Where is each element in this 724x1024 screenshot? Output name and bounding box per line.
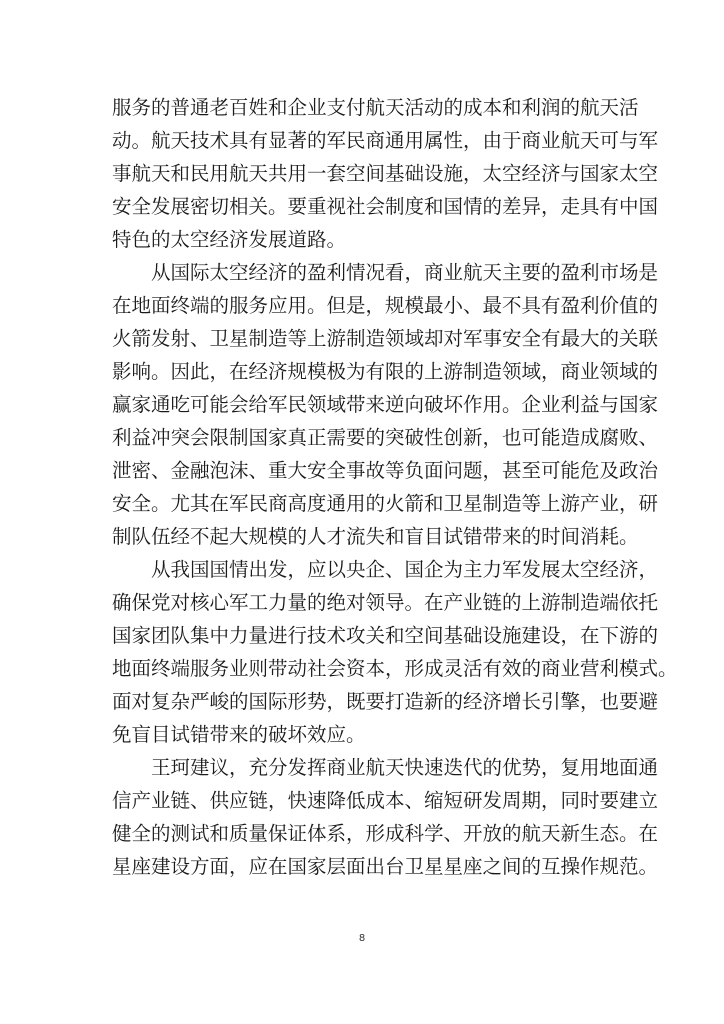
text-line: 泄密、金融泡沫、重大安全事故等负面问题，甚至可能危及政治 [112, 459, 659, 482]
text-line: 信产业链、供应链，快速降低成本、缩短研发周期，同时要建立 [112, 789, 659, 812]
text-line: 安全发展密切相关。要重视社会制度和国情的差异，走具有中国 [112, 195, 659, 218]
text-line: 从国际太空经济的盈利情况看，商业航天主要的盈利市场是 [151, 261, 659, 284]
text-line: 影响。因此，在经济规模极为有限的上游制造领域，商业领域的 [112, 360, 659, 383]
text-line: 事航天和民用航天共用一套空间基础设施，太空经济与国家太空 [112, 162, 659, 185]
text-line: 星座建设方面，应在国家层面出台卫星星座之间的互操作规范。 [112, 855, 659, 878]
text-line: 特色的太空经济发展道路。 [112, 228, 347, 251]
text-line: 制队伍经不起大规模的人才流失和盲目试错带来的时间消耗。 [112, 525, 639, 548]
text-line: 赢家通吃可能会给军民领域带来逆向破坏作用。企业利益与国家 [112, 393, 659, 416]
text-line: 国家团队集中力量进行技术攻关和空间基础设施建设，在下游的 [112, 624, 659, 647]
text-line: 确保党对核心军工力量的绝对领导。在产业链的上游制造端依托 [112, 591, 659, 614]
text-line: 面对复杂严峻的国际形势，既要打造新的经济增长引擎，也要避 [112, 690, 659, 713]
body-text [112, 91, 678, 883]
page-number: 8 [358, 933, 366, 944]
text-line: 火箭发射、卫星制造等上游制造领域却对军事安全有最大的关联 [112, 327, 659, 350]
text-line: 健全的测试和质量保证体系，形成科学、开放的航天新生态。在 [112, 822, 659, 845]
text-line: 动。航天技术具有显著的军民商通用属性，由于商业航天可与军 [112, 129, 659, 152]
text-line: 从我国国情出发，应以央企、国企为主力军发展太空经济， [151, 558, 659, 581]
text-line: 在地面终端的服务应用。但是，规模最小、最不具有盈利价值的 [112, 294, 659, 317]
text-line: 免盲目试错带来的破坏效应。 [112, 723, 366, 746]
text-line: 安全。尤其在军民商高度通用的火箭和卫星制造等上游产业，研 [112, 492, 659, 515]
text-line: 服务的普通老百姓和企业支付航天活动的成本和利润的航天活 [112, 96, 639, 119]
text-line: 利益冲突会限制国家真正需要的突破性创新，也可能造成腐败、 [112, 426, 659, 449]
text-line: 地面终端服务业则带动社会资本，形成灵活有效的商业营利模式。 [112, 657, 678, 680]
text-line: 王珂建议，充分发挥商业航天快速迭代的优势，复用地面通 [151, 756, 659, 779]
